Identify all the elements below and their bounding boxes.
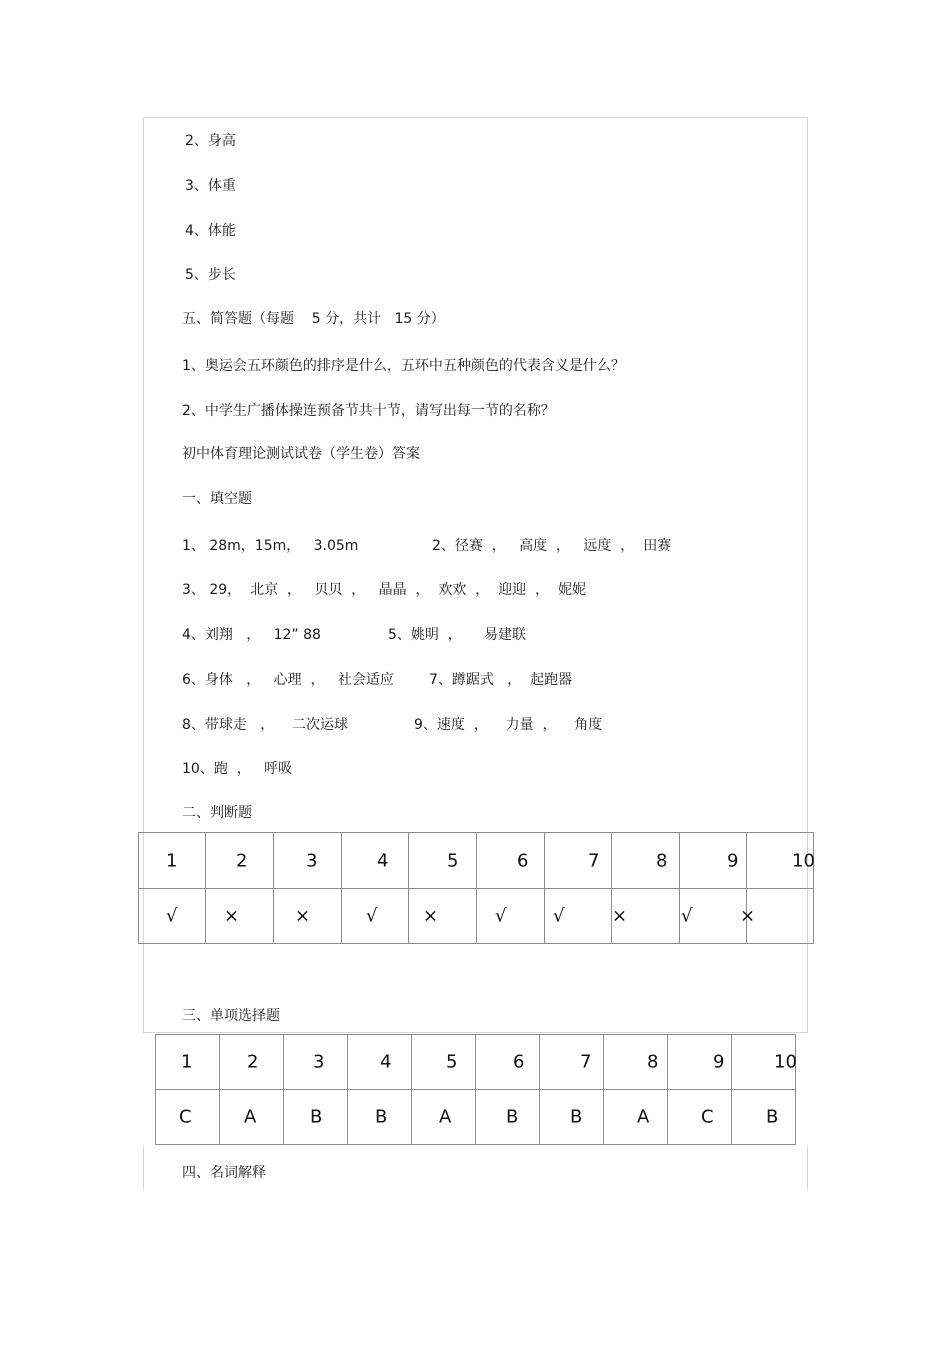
- choice-number-cell: 5: [412, 1035, 476, 1090]
- judge-number-cell: 6: [477, 833, 545, 889]
- judge-heading: 二、判断题: [182, 805, 252, 821]
- judge-answer-cell: √: [680, 889, 747, 944]
- section4-heading: 四、名词解释: [182, 1165, 266, 1181]
- judge-number-cell: 9: [680, 833, 747, 889]
- choice-answer-cell: B: [476, 1090, 540, 1145]
- page-frame-right-lower: [807, 1145, 808, 1191]
- list-item-height: 2、身高: [185, 133, 236, 149]
- judge-answer-cell: ×: [274, 889, 342, 944]
- fill-heading: 一、填空题: [182, 491, 252, 507]
- choice-number-cell: 3: [284, 1035, 348, 1090]
- page-frame-bottom: [143, 1032, 808, 1033]
- choice-number-cell: 7: [540, 1035, 604, 1090]
- choice-answer-cell: B: [732, 1090, 796, 1145]
- page-frame-top: [143, 117, 808, 118]
- list-item-stride: 5、步长: [185, 267, 236, 283]
- judge-answer-cell: ×: [206, 889, 274, 944]
- judge-number-cell: 7: [545, 833, 612, 889]
- page-frame-left-lower: [143, 1145, 144, 1191]
- choice-number-cell: 2: [220, 1035, 284, 1090]
- fill-answer-7: 7、蹲踞式 ， 起跑器: [429, 672, 573, 688]
- judge-number-cell: 8: [612, 833, 680, 889]
- fill-answer-9: 9、速度 ， 力量 ， 角度: [414, 717, 603, 733]
- list-item-weight: 3、体重: [185, 178, 236, 194]
- choice-answer-cell: A: [604, 1090, 668, 1145]
- judge-answer-cell: √: [342, 889, 409, 944]
- judge-number-cell: 2: [206, 833, 274, 889]
- section5-question-1: 1、奥运会五环颜色的排序是什么，五环中五种颜色的代表含义是什么？: [182, 358, 625, 374]
- choice-answer-cell: C: [668, 1090, 732, 1145]
- choice-answer-cell: B: [348, 1090, 412, 1145]
- choice-answer-table: [155, 1034, 796, 1145]
- judge-answer-table: [138, 832, 814, 944]
- judge-answer-cell: ×: [612, 889, 680, 944]
- fill-answer-5: 5、姚明 ， 易建联: [388, 627, 527, 643]
- fill-answer-10: 10、跑 ， 呼吸: [182, 761, 293, 777]
- choice-number-cell: 9: [668, 1035, 732, 1090]
- judge-answer-cell: ×: [747, 889, 814, 944]
- choice-answer-cell: A: [220, 1090, 284, 1145]
- choice-heading: 三、单项选择题: [182, 1008, 280, 1024]
- choice-number-cell: 10: [732, 1035, 796, 1090]
- choice-answer-cell: C: [156, 1090, 220, 1145]
- judge-answer-cell: ×: [409, 889, 477, 944]
- choice-answer-cell: B: [540, 1090, 604, 1145]
- judge-answer-cell: √: [139, 889, 206, 944]
- choice-number-cell: 4: [348, 1035, 412, 1090]
- judge-number-cell: 5: [409, 833, 477, 889]
- choice-number-cell: 6: [476, 1035, 540, 1090]
- choice-answer-cell: A: [412, 1090, 476, 1145]
- choice-number-cell: 8: [604, 1035, 668, 1090]
- judge-answer-cell: √: [477, 889, 545, 944]
- choice-number-cell: 1: [156, 1035, 220, 1090]
- section5-heading: 五、简答题（每题 5 分，共计 15 分）: [182, 311, 445, 327]
- fill-answer-3: 3、 29， 北京 ， 贝贝 ， 晶晶 ， 欢欢 ， 迎迎 ， 妮妮: [182, 582, 586, 598]
- list-item-fitness: 4、体能: [185, 223, 236, 239]
- fill-answer-8: 8、带球走 ， 二次运球: [182, 717, 349, 733]
- fill-answer-1: 1、 28m，15m， 3.05m: [182, 538, 359, 554]
- judge-number-cell: 10: [747, 833, 814, 889]
- fill-answer-4: 4、刘翔 ， 12” 88: [182, 627, 321, 643]
- answer-title: 初中体育理论测试试卷（学生卷）答案: [182, 446, 420, 462]
- judge-number-cell: 1: [139, 833, 206, 889]
- choice-answer-cell: B: [284, 1090, 348, 1145]
- fill-answer-2: 2、径赛 ， 高度 ， 远度 ， 田赛: [432, 538, 672, 554]
- section5-question-2: 2、中学生广播体操连预备节共十节，请写出每一节的名称？: [182, 403, 555, 419]
- judge-number-cell: 3: [274, 833, 342, 889]
- judge-number-cell: 4: [342, 833, 409, 889]
- fill-answer-6: 6、身体 ， 心理 ， 社会适应: [182, 672, 394, 688]
- judge-answer-cell: √: [545, 889, 612, 944]
